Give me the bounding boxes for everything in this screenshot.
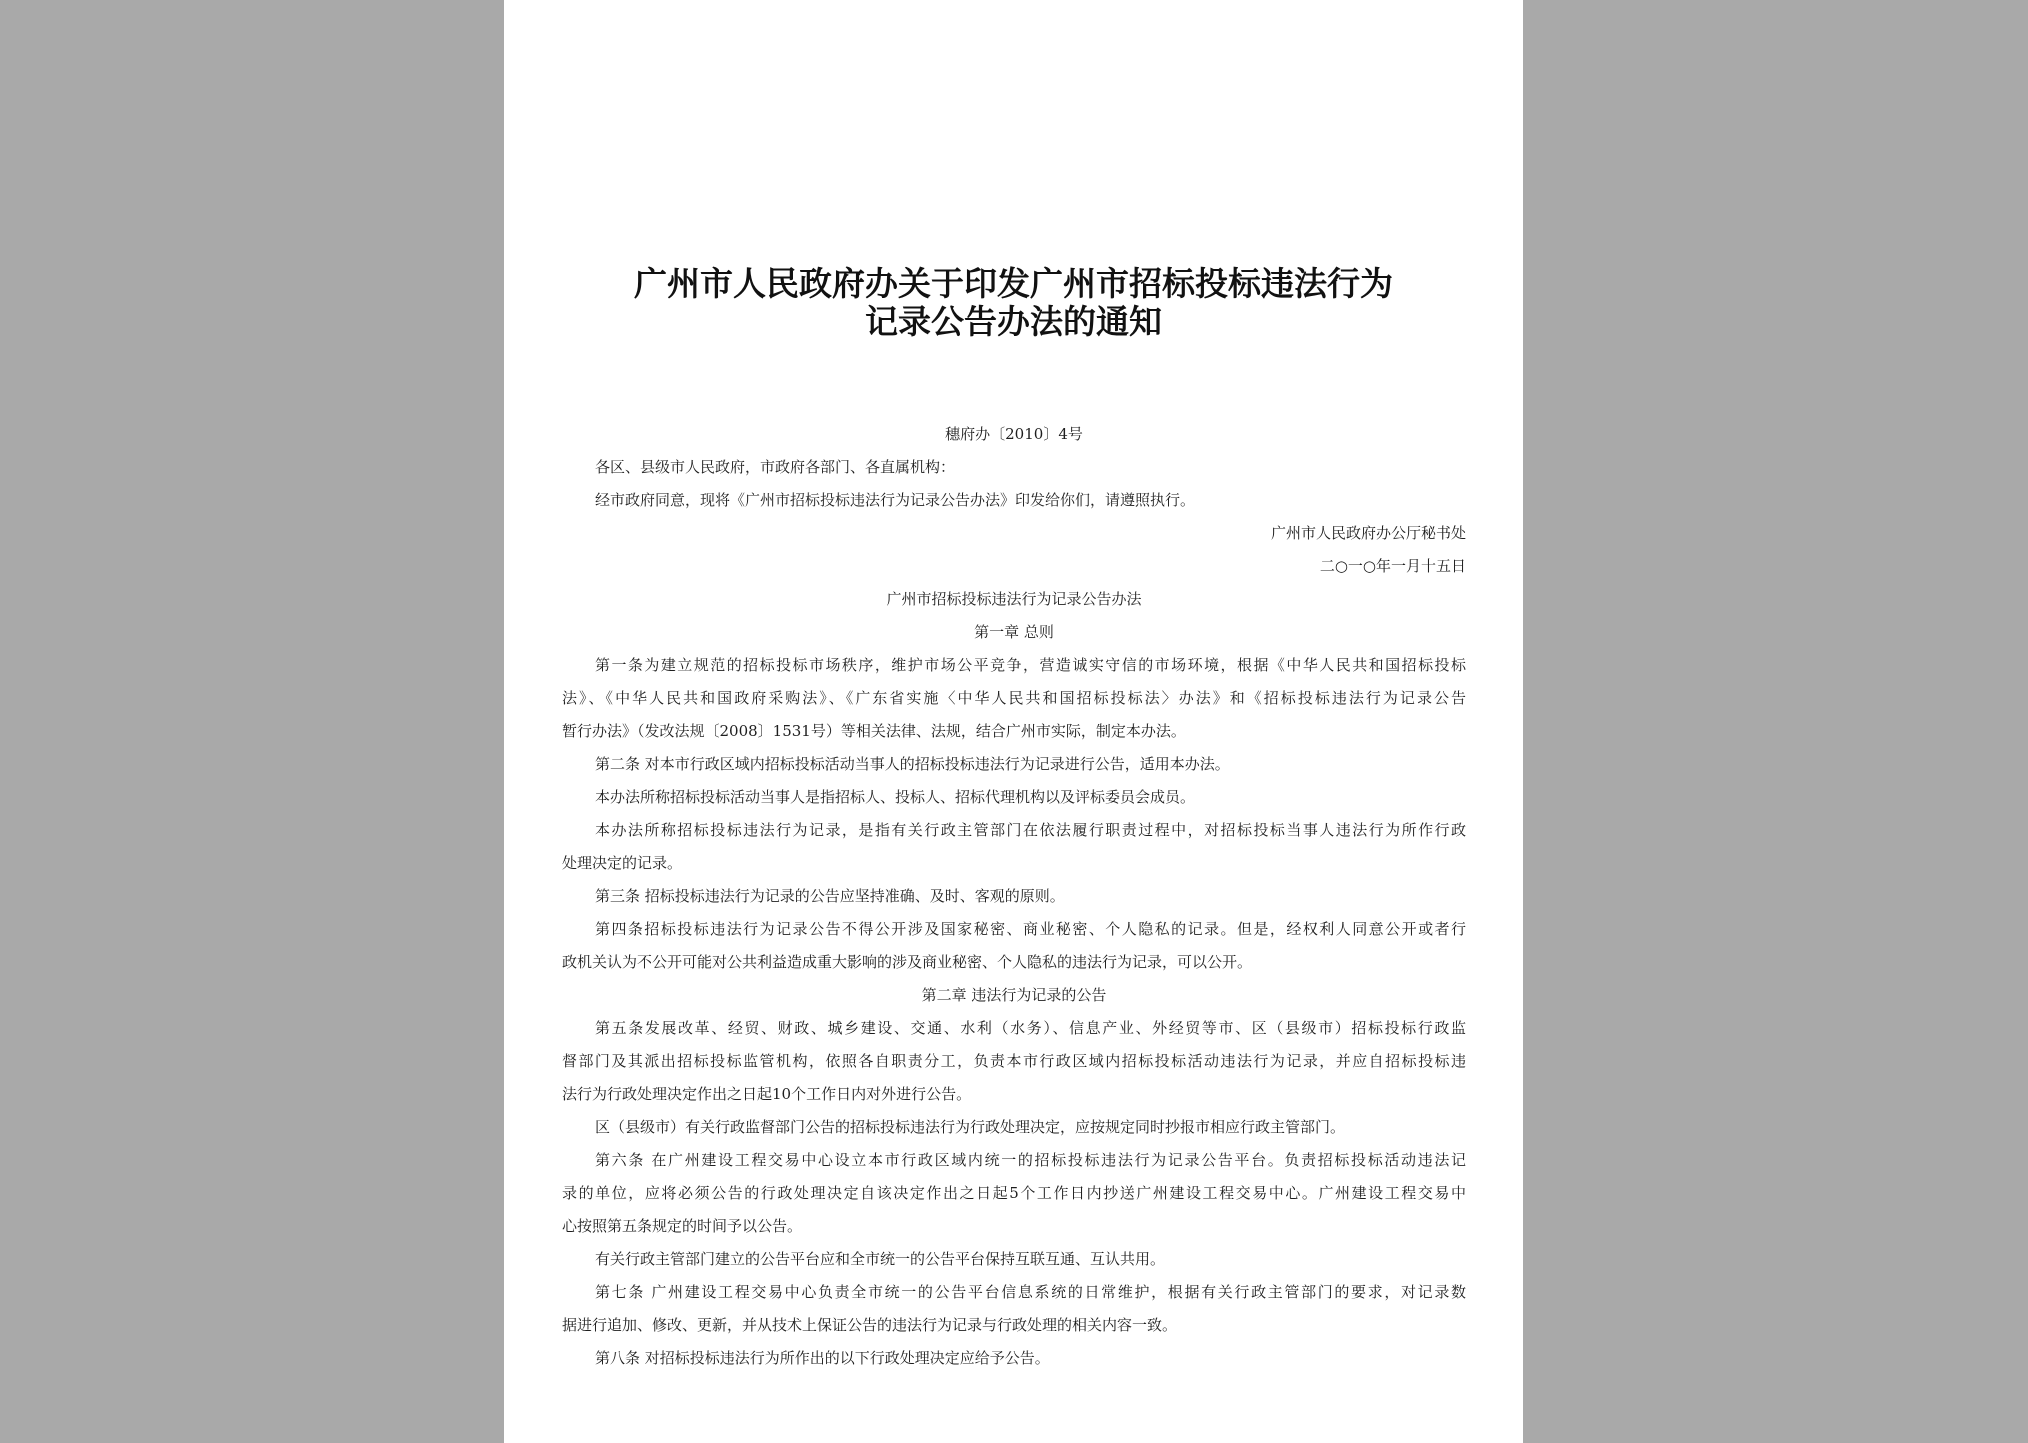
article-5-line-2: 督部门及其派出招标投标监管机构，依照各自职责分工，负责本市行政区域内招标投标活动违法行为记录，并应自招标投标违 <box>562 1052 1466 1070</box>
article-2-paragraph-3-line-2: 处理决定的记录。 <box>562 854 683 872</box>
chapter-heading-2: 第二章 违法行为记录的公告 <box>921 986 1107 1004</box>
article-5-line-1: 第五条发展改革、经贸、财政、城乡建设、交通、水利（水务）、信息产业、外经贸等市、区（县级市）招标投标行政监 <box>595 1019 1466 1037</box>
issuer: 广州市人民政府办公厅秘书处 <box>1270 524 1466 542</box>
article-8: 第八条 对招标投标违法行为所作出的以下行政处理决定应给予公告。 <box>595 1349 1050 1367</box>
article-1-line-2: 法》、《中华人民共和国政府采购法》、《广东省实施〈中华人民共和国招标投标法〉办法》和《招标投标违法行为记录公告 <box>562 689 1466 707</box>
issue-date: 二○一○年一月十五日 <box>1319 557 1466 575</box>
notice-text: 经市政府同意，现将《广州市招标投标违法行为记录公告办法》印发给你们，请遵照执行。 <box>595 491 1196 509</box>
article-7-line-2: 据进行追加、修改、更新，并从技术上保证公告的违法行为记录与行政处理的相关内容一致。 <box>562 1316 1178 1334</box>
article-7-line-1: 第七条 广州建设工程交易中心负责全市统一的公告平台信息系统的日常维护，根据有关行政主管部门的要求，对记录数 <box>595 1283 1466 1301</box>
article-1-line-3: 暂行办法》（发改法规〔2008〕1531号）等相关法律、法规，结合广州市实际，制定本办法。 <box>562 722 1186 740</box>
article-2-paragraph-3-line-1: 本办法所称招标投标违法行为记录，是指有关行政主管部门在依法履行职责过程中，对招标投标当事人违法行为所作行政 <box>595 821 1466 839</box>
document-title-line-1: 广州市人民政府办关于印发广州市招标投标违法行为 <box>634 264 1393 303</box>
article-6-line-2: 录的单位，应将必须公告的行政处理决定自该决定作出之日起5个工作日内抄送广州建设工程交易中心。广州建设工程交易中 <box>562 1184 1466 1202</box>
document-body <box>562 418 1466 1375</box>
measures-title: 广州市招标投标违法行为记录公告办法 <box>886 590 1142 608</box>
addressee: 各区、县级市人民政府，市政府各部门、各直属机构： <box>595 458 956 476</box>
document-page <box>504 0 1523 1443</box>
chapter-heading-1: 第一章 总则 <box>974 623 1054 641</box>
document-title-line-2: 记录公告办法的通知 <box>865 302 1162 341</box>
article-2-paragraph-2: 本办法所称招标投标活动当事人是指招标人、投标人、招标代理机构以及评标委员会成员。 <box>595 788 1196 806</box>
article-4-line-2: 政机关认为不公开可能对公共利益造成重大影响的涉及商业秘密、个人隐私的违法行为记录，可以公开。 <box>562 953 1253 971</box>
article-6-line-1: 第六条 在广州建设工程交易中心设立本市行政区域内统一的招标投标违法行为记录公告平台。负责招标投标活动违法记 <box>595 1151 1466 1169</box>
article-4-line-1: 第四条招标投标违法行为记录公告不得公开涉及国家秘密、商业秘密、个人隐私的记录。但是，经权利人同意公开或者行 <box>595 920 1466 938</box>
article-6-line-3: 心按照第五条规定的时间予以公告。 <box>562 1217 803 1235</box>
article-6-paragraph-2: 有关行政主管部门建立的公告平台应和全市统一的公告平台保持互联互通、互认共用。 <box>595 1250 1166 1268</box>
article-5-paragraph-2: 区（县级市）有关行政监督部门公告的招标投标违法行为行政处理决定，应按规定同时抄报市相应行政主管部门。 <box>595 1118 1346 1136</box>
article-1-line-1: 第一条为建立规范的招标投标市场秩序，维护市场公平竞争，营造诚实守信的市场环境，根据《中华人民共和国招标投标 <box>595 656 1466 674</box>
document-number: 穗府办〔2010〕4号 <box>945 425 1083 443</box>
article-3: 第三条 招标投标违法行为记录的公告应坚持准确、及时、客观的原则。 <box>595 887 1065 905</box>
article-2: 第二条 对本市行政区域内招标投标活动当事人的招标投标违法行为记录进行公告，适用本办法。 <box>595 755 1230 773</box>
article-5-line-3: 法行为行政处理决定作出之日起10个工作日内对外进行公告。 <box>562 1085 972 1103</box>
